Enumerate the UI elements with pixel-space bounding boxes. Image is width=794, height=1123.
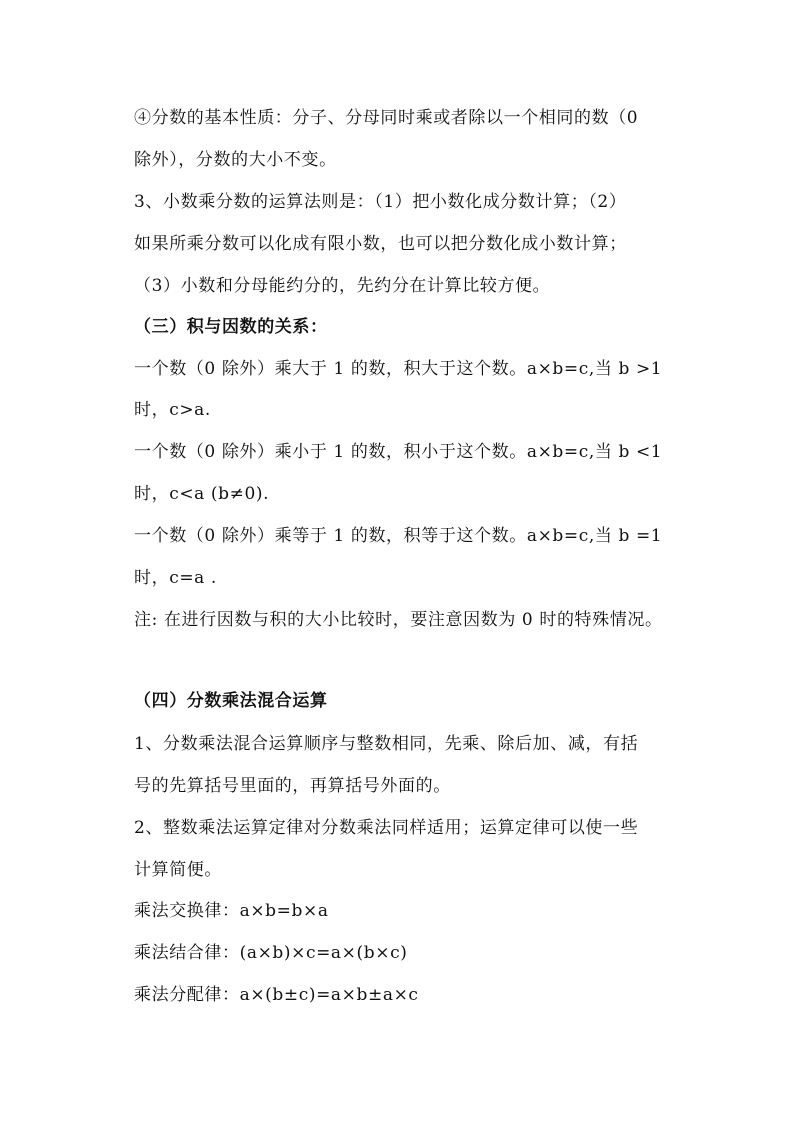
relation-line-4: 时，c<a (b≠0). [134,484,270,504]
relation-line-1: 一个数（0 除外）乘大于 1 的数，积大于这个数。a×b=c,当 b >1 [134,359,663,379]
law-intro-line-1: 2、整数乘法运算定律对分数乘法同样适用；运算定律可以使一些 [134,818,639,838]
mixed-line-1: 1、分数乘法混合运算顺序与整数相同，先乘、除后加、减，有括 [134,734,639,754]
note-line: 注: 在进行因数与积的大小比较时，要注意因数为 0 时的特殊情况。 [134,610,663,630]
distributive-law: 乘法分配律：a×(b±c)=a×b±a×c [134,985,419,1005]
associative-law: 乘法结合律：(a×b)×c=a×(b×c) [134,943,408,963]
section-heading-3: （三）积与因数的关系： [134,317,328,337]
property-line-1: ④分数的基本性质：分子、分母同时乘或者除以一个相同的数（0 [134,108,639,128]
rule-line-3: （3）小数和分母能约分的，先约分在计算比较方便。 [134,276,551,296]
relation-line-5: 一个数（0 除外）乘等于 1 的数，积等于这个数。a×b=c,当 b =1 [134,526,663,546]
law-intro-line-2: 计算简便。 [134,860,222,880]
relation-line-3: 一个数（0 除外）乘小于 1 的数，积小于这个数。a×b=c,当 b <1 [134,442,663,462]
commutative-law: 乘法交换律：a×b=b×a [134,901,329,921]
relation-line-6: 时，c=a . [134,568,217,588]
property-line-2: 除外），分数的大小不变。 [134,150,337,170]
relation-line-2: 时，c>a. [134,400,211,420]
mixed-line-2: 号的先算括号里面的，再算括号外面的。 [134,776,451,796]
rule-line-2: 如果所乘分数可以化成有限小数，也可以把分数化成小数计算； [134,234,627,254]
rule-line-1: 3、小数乘分数的运算法则是：（1）把小数化成分数计算；（2） [134,192,627,212]
section-heading-4: （四）分数乘法混合运算 [134,691,328,711]
